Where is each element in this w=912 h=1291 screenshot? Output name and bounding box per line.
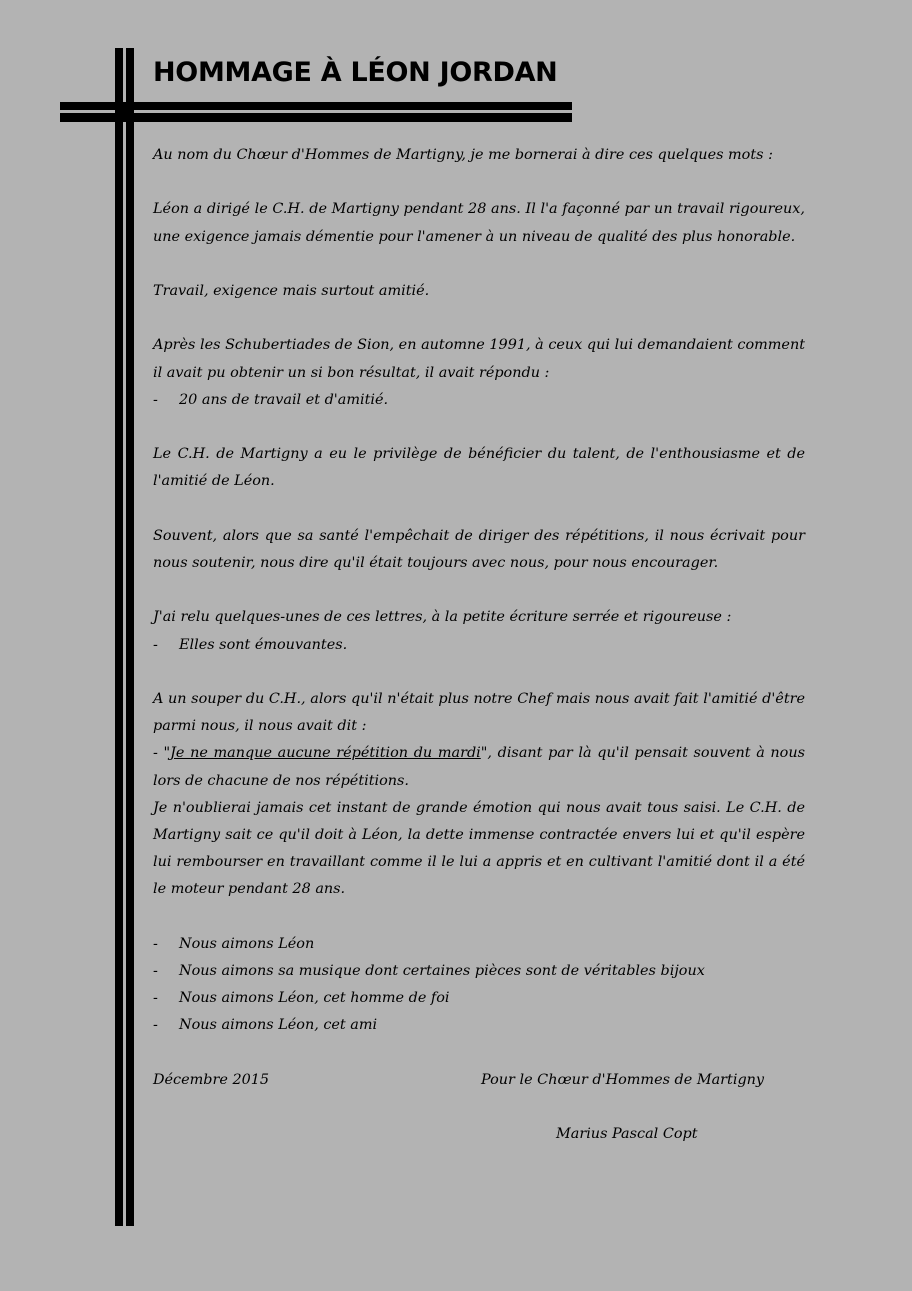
dash-text: 20 ans de travail et d'amitié. xyxy=(179,391,389,408)
cross-vertical-gap xyxy=(123,48,126,1226)
signature-row xyxy=(153,1067,805,1094)
quote-prefix: - " xyxy=(153,745,171,762)
cross-center xyxy=(115,102,134,122)
paragraph-direction: Léon a dirigé le C.H. de Martigny pendant 28 ans. Il l'a façonné par un travail rigoureux, une exigence jamais démentie pour l'amener à un niveau de qualité des plus honorable. xyxy=(153,201,805,245)
dash-line-answer xyxy=(153,387,805,414)
paragraph-privilege: Le C.H. de Martigny a eu le privilège de bénéficier du talent, de l'enthousiasme et de l'amitié de Léon. xyxy=(153,446,805,490)
quote-underlined: Je ne manque aucune répétition du mardi xyxy=(170,745,481,762)
signature-name-row xyxy=(153,1121,805,1148)
list-item: - Nous aimons sa musique dont certaines pièces sont de véritables bijoux xyxy=(153,958,805,985)
paragraph-intro: Au nom du Chœur d'Hommes de Martigny, je me bornerai à dire ces quelques mots : xyxy=(153,147,773,163)
paragraph-letters: Souvent, alors que sa santé l'empêchait de diriger des répétitions, il nous écrivait pour nous soutenir, nous dire qu'il était toujours avec nous, pour nous encourager. xyxy=(153,527,805,571)
list-item: - Nous aimons Léon, cet homme de foi xyxy=(153,985,805,1012)
paragraph-friendship: Travail, exigence mais surtout amitié. xyxy=(153,282,430,299)
dash-text: Elles sont émouvantes. xyxy=(179,636,348,653)
list-item: - Nous aimons Léon, cet ami xyxy=(153,1012,805,1039)
dash-marker: - xyxy=(153,962,158,979)
dash-line-moving xyxy=(153,632,805,659)
signature-name: Marius Pascal Copt xyxy=(556,1126,698,1143)
list-item: - Nous aimons Léon xyxy=(153,931,805,958)
paragraph-schubertiades: Après les Schubertiades de Sion, en automne 1991, à ceux qui lui demandaient comment il avait pu obtenir un si bon résultat, il avait répondu : xyxy=(153,337,805,381)
dash-marker: - xyxy=(153,990,158,1007)
dash-marker: - xyxy=(153,1017,158,1034)
paragraph-supper: A un souper du C.H., alors qu'il n'était plus notre Chef mais nous avait fait l'amitié d'être parmi nous, il nous avait dit : xyxy=(153,690,805,735)
dash-marker: - xyxy=(153,935,158,952)
signature-date: Décembre 2015 xyxy=(153,1071,270,1088)
bullet-list xyxy=(153,931,805,1040)
letter-body xyxy=(153,142,805,1148)
paragraph-quote xyxy=(153,740,805,794)
signature-organization: Pour le Chœur d'Hommes de Martigny xyxy=(481,1071,765,1088)
dash-marker: - xyxy=(153,636,158,653)
paragraph-reread: J'ai relu quelques-unes de ces lettres, à la petite écriture serrée et rigoureuse : xyxy=(153,609,732,626)
cross-horizontal-gap xyxy=(60,110,572,113)
paragraph-emotion: Je n'oublierai jamais cet instant de grande émotion qui nous avait tous saisi. Le C.H. de Martigny sait ce qu'il doit à Léon, la dette immense contractée envers lui et qu'il espère lui rembourser en travaillant comme il le lui a appris et en cultivant l'amitié dont il a été le moteur pendant 28 ans. xyxy=(153,799,805,898)
page-title: HOMMAGE À LÉON JORDAN xyxy=(153,57,558,88)
quote-suffix: ", disant par là qu'il pensait souvent à nous lors de chacune de nos répétitions. xyxy=(153,745,806,789)
dash-marker: - xyxy=(153,391,158,408)
